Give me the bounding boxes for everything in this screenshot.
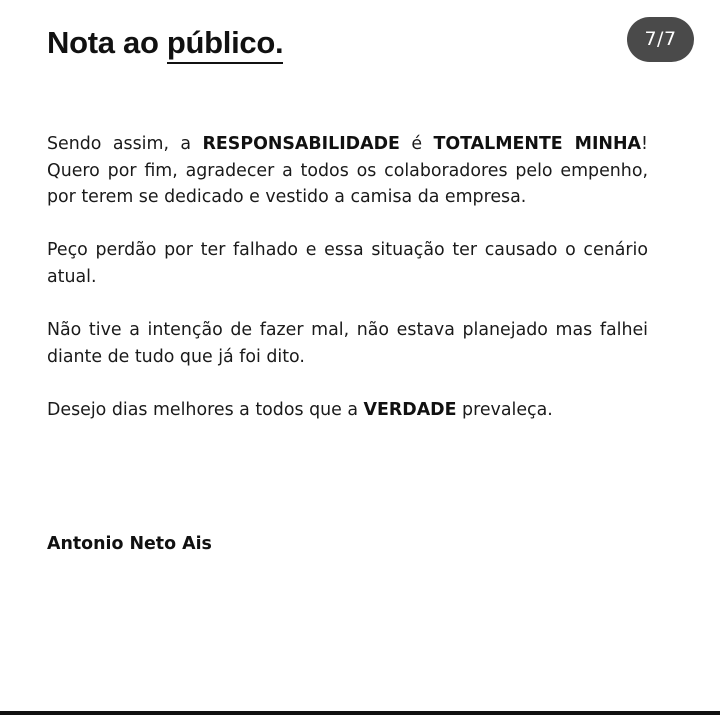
paragraph-intention: Não tive a intenção de fazer mal, não estava planejado mas falhei diante de tudo que já foi dito. bbox=[47, 320, 648, 367]
signature-name: Antonio Neto Ais bbox=[47, 534, 212, 554]
paragraph-text: Sendo assim, a bbox=[47, 134, 203, 154]
bottom-divider bbox=[0, 711, 720, 715]
paragraph-responsibility bbox=[47, 131, 648, 211]
title-underlined-word: público. bbox=[167, 24, 283, 64]
paragraph-wishes bbox=[47, 397, 648, 424]
emphasis-verdade: VERDADE bbox=[363, 399, 457, 420]
paragraph-text: Desejo dias melhores a todos que a bbox=[47, 399, 364, 420]
page-indicator-badge: 7/7 bbox=[627, 17, 694, 62]
emphasis-responsabilidade: RESPONSABILIDADE bbox=[202, 134, 400, 154]
paragraph-text: prevaleça. bbox=[456, 399, 553, 420]
statement-body bbox=[47, 131, 648, 450]
page-title bbox=[47, 22, 283, 64]
title-prefix: Nota ao bbox=[47, 25, 167, 60]
paragraph-text: é bbox=[399, 134, 434, 154]
paragraph-apology: Peço perdão por ter falhado e essa situação ter causado o cenário atual. bbox=[47, 240, 648, 287]
paragraph-text: ! Quero por fim, agradecer a todos os colaboradores pelo empenho, por terem se dedicado e vestido a camisa da empresa. bbox=[47, 134, 648, 208]
emphasis-totalmente-minha: TOTALMENTE MINHA bbox=[433, 134, 642, 154]
